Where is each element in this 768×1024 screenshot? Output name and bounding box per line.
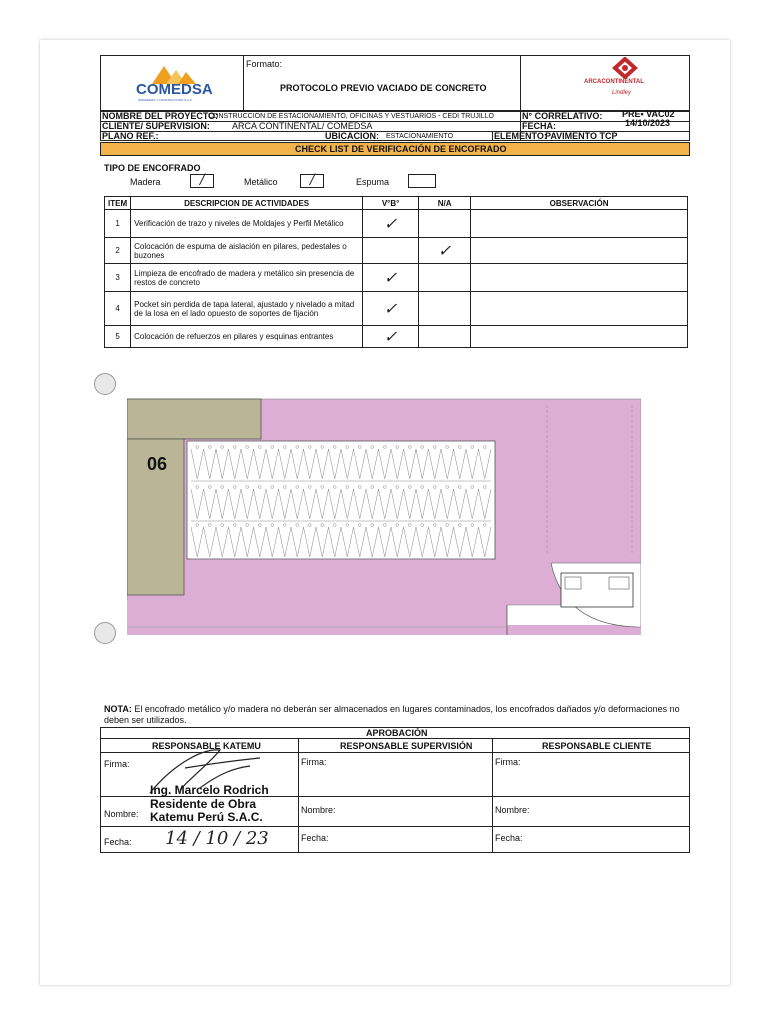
activities-table [104,196,688,348]
col-desc-header: DESCRIPCION DE ACTIVIDADES [131,197,363,210]
row-obs[interactable] [471,292,688,326]
firma-label-2: Firma: [301,757,327,767]
elemento-value: PAVIMENTO TCP [545,131,618,141]
row-vb-mark[interactable]: ✓ [363,210,419,238]
fecha-label: FECHA: [522,121,556,131]
proyecto-label: NOMBRE DEL PROYECTO: [102,111,219,121]
ubicacion-value: ESTACIONAMIENTO [386,133,454,140]
col-na-header: N/A [419,197,471,210]
nombre-label-3: Nombre: [495,805,530,815]
row-item: 2 [105,238,131,264]
proyecto-value: CONSTRUCCIÓN DE ESTACIONAMIENTO, OFICINAS Y VESTUARIOS - CEDI TRUJILLO [208,113,495,120]
punch-hole [94,373,116,395]
plan-zone-label: 06 [147,454,168,474]
table-row [105,210,688,238]
row-na-mark[interactable] [419,210,471,238]
comedsa-logo-text: COMEDSA [136,81,213,98]
comedsa-logo: COMEDSA INGENIERÍA Y CONSTRUCCIÓN S.A.C. [130,60,220,106]
nota-block [104,704,688,726]
table-row [105,264,688,292]
formato-label: Formato: [246,59,283,69]
metalico-mark: / [310,172,315,188]
col-katemu-header: RESPONSABLE KATEMU [152,741,261,751]
row-vb-mark[interactable]: ✓ [363,326,419,348]
document-title: PROTOCOLO PREVIO VACIADO DE CONCRETO [280,83,487,93]
col-vb-header: V°B° [363,197,419,210]
tipo-label: TIPO DE ENCOFRADO [104,163,201,173]
stamp-line-3: Katemu Perú S.A.C. [150,810,263,824]
elemento-label: ELEMENTO: [494,131,547,141]
row-na-mark[interactable] [419,326,471,348]
madera-label: Madera [130,177,161,187]
row-item: 1 [105,210,131,238]
cliente-label: CLIENTE/ SUPERVISION: [102,121,210,131]
nota-text: El encofrado metálico y/o madera no deberán ser almacenados en lugares contaminados, los encofrados dañados y/o deformaciones no deben ser utilizados. [104,704,680,725]
checklist-title: CHECK LIST DE VERIFICACIÓN DE ENCOFRADO [295,144,507,154]
row-vb-mark[interactable] [363,238,419,264]
row-na-mark[interactable] [419,264,471,292]
metalico-label: Metálico [244,177,278,187]
table-row [105,326,688,348]
row-desc: Colocación de espuma de aislación en pilares, pedestales o buzones [131,238,363,264]
nota-label: NOTA: [104,704,132,714]
row-vb-mark[interactable]: ✓ [363,292,419,326]
col-supervision-header: RESPONSABLE SUPERVISIÓN [340,741,473,751]
firma-label-1: Firma: [104,759,130,769]
stamp-line-2: Residente de Obra [150,797,257,811]
fecha-label-2: Fecha: [301,833,329,843]
correlativo-value: PRE• VAC02 [622,109,675,119]
madera-mark: / [200,172,205,188]
firma-label-3: Firma: [495,757,521,767]
row-item: 5 [105,326,131,348]
punch-hole [94,622,116,644]
row-na-mark[interactable] [419,292,471,326]
ubicacion-label: UBICACION: [325,131,379,141]
approval-title: APROBACIÓN [366,728,428,738]
row-obs[interactable] [471,264,688,292]
table-header-row [105,197,688,210]
correlativo-label: N° CORRELATIVO: [522,111,603,121]
fecha-label-3: Fecha: [495,833,523,843]
col-cliente-header: RESPONSABLE CLIENTE [542,741,652,751]
nombre-label-1: Nombre: [104,809,139,819]
col-item-header: ITEM [105,197,131,210]
plano-label: PLANO REF.: [102,131,159,141]
col-obs-header: OBSERVACIÓN [471,197,688,210]
espuma-label: Espuma [356,177,390,187]
row-desc: Pocket sin perdida de tapa lateral, ajustado y nivelado a mitad de la losa en el lado opuesto de soportes de fijación [131,292,363,326]
row-na-mark[interactable]: ✓ [419,238,471,264]
floor-plan [127,395,641,635]
row-obs[interactable] [471,326,688,348]
stamp-line-1: Ing. Marcelo Rodrich [150,783,269,797]
nombre-label-2: Nombre: [301,805,336,815]
handwritten-date: 14 / 10 / 23 [165,828,269,849]
row-desc: Verificación de trazo y niveles de Moldajes y Perfil Metálico [131,210,363,238]
row-item: 3 [105,264,131,292]
row-desc: Limpieza de encofrado de madera y metálico sin presencia de restos de concreto [131,264,363,292]
fecha-value: 14/10/2023 [625,118,671,128]
cliente-value: ARCA CONTINENTAL/ COMEDSA [232,121,373,131]
row-vb-mark[interactable]: ✓ [363,264,419,292]
table-row [105,238,688,264]
table-row [105,292,688,326]
row-obs[interactable] [471,238,688,264]
arca-logo-text: ARCACONTINENTAL [584,79,644,85]
row-item: 4 [105,292,131,326]
fecha-label-1: Fecha: [104,837,132,847]
arca-logo: ARCACONTINENTAL Lindley [570,57,670,107]
row-desc: Colocación de refuerzos en pilares y esquinas entrantes [131,326,363,348]
row-obs[interactable] [471,210,688,238]
espuma-checkbox[interactable] [408,174,436,188]
